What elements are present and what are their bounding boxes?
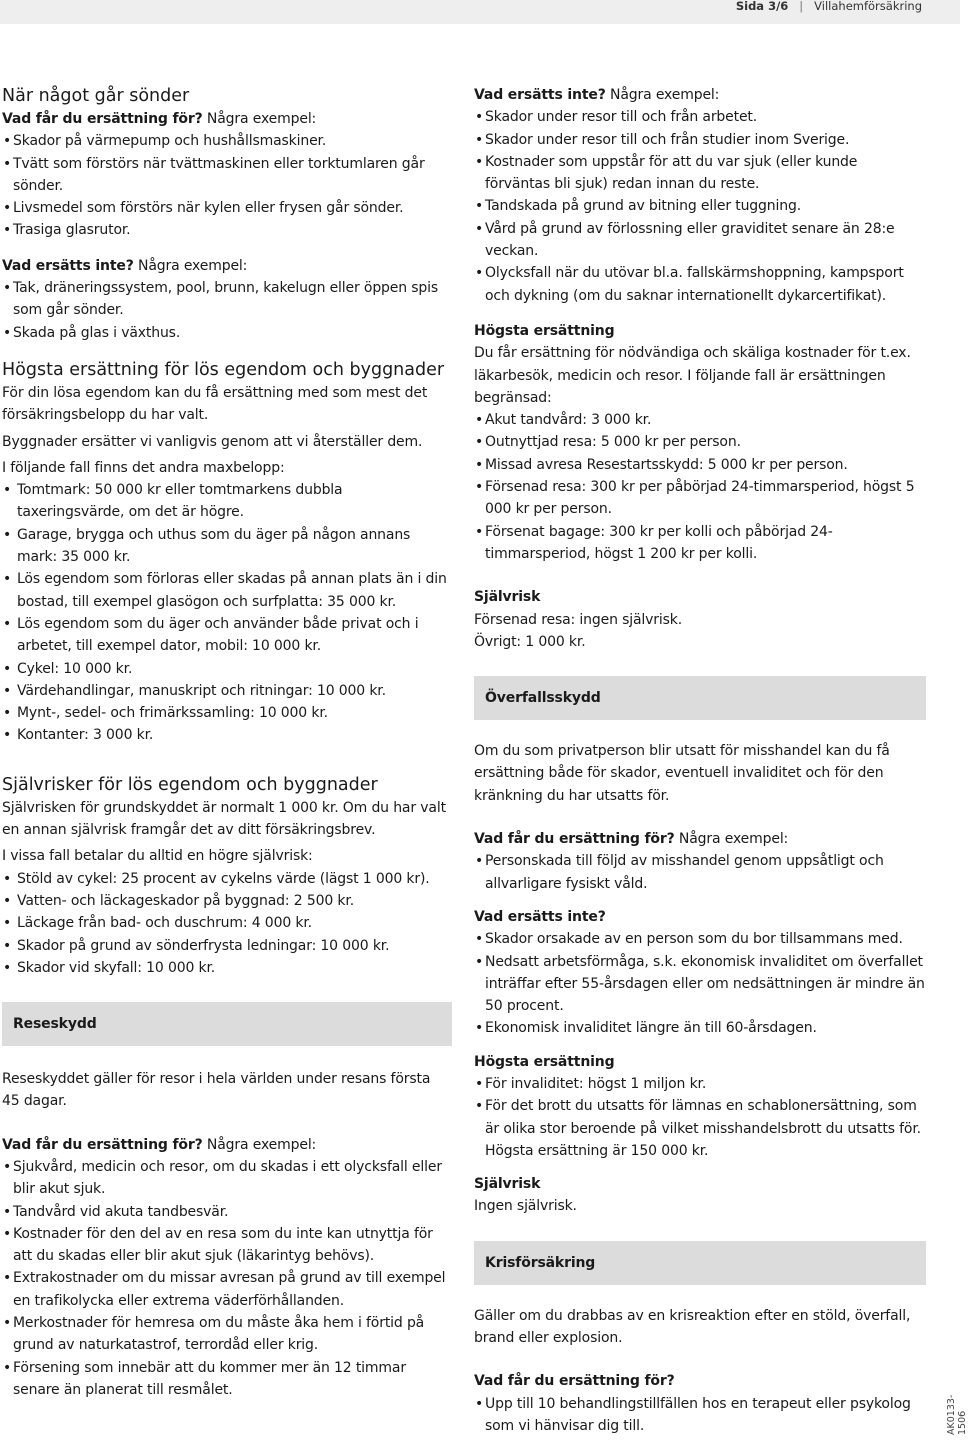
list-item: • Outnyttjad resa: 5 000 kr per person. — [474, 431, 926, 453]
list-item: • Personskada till följd av misshandel genom uppsåtligt och allvarligare fysiskt våld. — [474, 850, 926, 895]
assault-not-covered-heading: Vad ersätts inte? — [474, 908, 606, 925]
section-title-breakage: När något går sönder — [2, 86, 190, 106]
crisis-covered-list — [474, 1393, 926, 1438]
list-item: • För det brott du utsatts för lämnas en schablonersättning, som är olika stor beroende på vilket misshandelsbrott du utsatts för. Högsta ersättning är 150 000 kr. — [474, 1095, 926, 1162]
travel-covered-list — [2, 1156, 452, 1401]
breakage-not-covered-list — [2, 277, 452, 344]
travel-max-heading: Högsta ersättning — [474, 322, 615, 339]
section-box-crisis: Krisförsäkring — [474, 1241, 926, 1285]
list-item: • Skador orsakade av en person som du bor tillsammans med. — [474, 928, 926, 950]
assault-covered-heading: Vad får du ersättning för? Några exempel: — [474, 831, 789, 848]
travel-max-list — [474, 409, 926, 565]
list-item: • Lös egendom som förloras eller skadas på annan plats än i din bostad, till exempel glasögon och surfplatta: 35 000 kr. — [2, 568, 452, 613]
list-item: • Vatten- och läckageskador på byggnad: 2 500 kr. — [2, 890, 452, 912]
list-item: • Försenat bagage: 300 kr per kolli och påbörjad 24-timmarsperiod, högst 1 200 kr per kolli. — [474, 521, 926, 566]
list-item: • Stöld av cykel: 25 procent av cykelns värde (lägst 1 000 kr). — [2, 868, 452, 890]
list-item: • Tandvård vid akuta tandbesvär. — [2, 1201, 452, 1223]
list-item: • Vård på grund av förlossning eller graviditet senare än 28:e veckan. — [474, 218, 926, 263]
list-item: • Akut tandvård: 3 000 kr. — [474, 409, 926, 431]
left-column — [2, 84, 452, 1401]
list-item: • Skada på glas i växthus. — [2, 322, 452, 344]
list-item: • Skador på grund av sönderfrysta ledningar: 10 000 kr. — [2, 935, 452, 957]
travel-max-paragraph: Du får ersättning för nödvändiga och skäliga kostnader för t.ex. läkarbesök, medicin och resor. I följande fall är ersättningen begränsad: — [474, 345, 911, 406]
list-item: • Skador under resor till och från arbetet. — [474, 106, 926, 128]
crisis-intro: Gäller om du drabbas av en krisreaktion efter en stöld, överfall, brand eller explosion. — [474, 1307, 911, 1347]
assault-max-heading: Högsta ersättning — [474, 1053, 615, 1070]
list-item: • Lös egendom som du äger och använder både privat och i arbetet, till exempel dator, mobil: 10 000 kr. — [2, 613, 452, 658]
list-item: • Läckage från bad- och duschrum: 4 000 kr. — [2, 912, 452, 934]
list-item: • Kostnader för den del av en resa som du inte kan utnyttja för att du skadas eller blir akut sjuk (läkarintyg behövs). — [2, 1223, 452, 1268]
deductible-paragraph-1: Självrisken för grundskyddet är normalt 1 000 kr. Om du har valt en annan självrisk framgår det av ditt försäkringsbrev. — [2, 799, 446, 839]
max-paragraph-1: För din lösa egendom kan du få ersättning med som mest det försäkringsbelopp du har valt. — [2, 384, 428, 424]
list-item: • Extrakostnader om du missar avresan på grund av till exempel en trafikolycka eller extrema väderförhållanden. — [2, 1267, 452, 1312]
list-item: • Värdehandlingar, manuskript och ritningar: 10 000 kr. — [2, 680, 452, 702]
list-item: • Tak, dräneringssystem, pool, brunn, kakelugn eller öppen spis som går sönder. — [2, 277, 452, 322]
travel-deductible-heading: Självrisk — [474, 589, 541, 606]
header-text — [736, 0, 922, 13]
document-code: AK0133-1506 — [946, 1394, 968, 1435]
breakage-not-covered-heading: Vad ersätts inte? Några exempel: — [2, 257, 248, 274]
list-item: • Nedsatt arbetsförmåga, s.k. ekonomisk invaliditet om överfallet inträffar efter 55-årsdagen eller om nedsättningen är mindre än 50 procent. — [474, 951, 926, 1018]
travel-intro: Reseskyddet gäller för resor i hela världen under resans första 45 dagar. — [2, 1071, 431, 1110]
list-item: • Tomtmark: 50 000 kr eller tomtmarkens dubbla taxeringsvärde, om det är högre. — [2, 479, 452, 524]
document-title: Villahemförsäkring — [814, 0, 922, 13]
list-item: • Garage, brygga och uthus som du äger på någon annans mark: 35 000 kr. — [2, 524, 452, 569]
list-item: • Försening som innebär att du kommer mer än 12 timmar senare än planerat till resmålet. — [2, 1357, 452, 1402]
assault-max-list — [474, 1073, 926, 1162]
list-item: • Olycksfall när du utövar bl.a. fallskärmshoppning, kampsport och dykning (om du saknar internationellt dykarcertifikat). — [474, 262, 926, 307]
assault-intro: Om du som privatperson blir utsatt för misshandel kan du få ersättning både för skador, eventuell invaliditet och för den kränkning du har utsatts för. — [474, 743, 890, 804]
list-item: • Upp till 10 behandlingstillfällen hos en terapeut eller psykolog som vi hänvisar dig till. — [474, 1393, 926, 1438]
deductible-paragraph-2: I vissa fall betalar du alltid en högre självrisk: — [2, 848, 313, 865]
list-item: • Merkostnader för hemresa om du måste åka hem i förtid på grund av naturkatastrof, terrordåd eller krig. — [2, 1312, 452, 1357]
travel-not-covered-heading: Vad ersätts inte? Några exempel: — [474, 87, 720, 103]
list-item: • Kostnader som uppstår för att du var sjuk (eller kunde förväntas bli sjuk) redan innan du reste. — [474, 151, 926, 196]
travel-not-covered-list — [474, 106, 926, 307]
list-item: • Tvätt som förstörs när tvättmaskinen eller torktumlaren går sönder. — [2, 153, 452, 198]
list-item: • Skador under resor till och från studier inom Sverige. — [474, 129, 926, 151]
right-column — [474, 84, 926, 1437]
list-item: • Cykel: 10 000 kr. — [2, 658, 452, 680]
max-paragraph-3: I följande fall finns det andra maxbelopp: — [2, 459, 285, 476]
section-title-deductibles: Självrisker för lös egendom och byggnader — [2, 774, 378, 795]
assault-deductible-heading: Självrisk — [474, 1176, 541, 1193]
assault-covered-list — [474, 850, 926, 895]
section-box-travel: Reseskydd — [2, 1002, 452, 1046]
list-item: • Missad avresa Resestartsskydd: 5 000 kr per person. — [474, 454, 926, 476]
section-box-assault: Överfallsskydd — [474, 676, 926, 720]
header-separator: | — [799, 0, 804, 13]
page-header — [0, 0, 960, 24]
assault-deductible-text: Ingen självrisk. — [474, 1198, 577, 1215]
list-item: • Skador på värmepump och hushållsmaskiner. — [2, 130, 452, 152]
list-item: • Ekonomisk invaliditet längre än till 60-årsdagen. — [474, 1017, 926, 1039]
list-item: • Livsmedel som förstörs när kylen eller frysen går sönder. — [2, 197, 452, 219]
list-item: • Trasiga glasrutor. — [2, 219, 452, 241]
crisis-covered-heading: Vad får du ersättning för? — [474, 1373, 675, 1390]
list-item: • Sjukvård, medicin och resor, om du skadas i ett olycksfall eller blir akut sjuk. — [2, 1156, 452, 1201]
deductible-list — [2, 868, 452, 979]
list-item: • För invaliditet: högst 1 miljon kr. — [474, 1073, 926, 1095]
section-title-max-compensation: Högsta ersättning för lös egendom och byggnader — [2, 359, 445, 380]
travel-deductible-line-2: Övrigt: 1 000 kr. — [474, 633, 586, 650]
breakage-covered-heading: Vad får du ersättning för? Några exempel: — [2, 111, 317, 127]
list-item: • Skador vid skyfall: 10 000 kr. — [2, 957, 452, 979]
travel-deductible-line-1: Försenad resa: ingen självrisk. — [474, 611, 683, 628]
list-item: • Kontanter: 3 000 kr. — [2, 724, 452, 746]
page-number: Sida 3/6 — [735, 0, 789, 13]
max-amount-list — [2, 479, 452, 747]
list-item: • Tandskada på grund av bitning eller tuggning. — [474, 195, 926, 217]
breakage-covered-list — [2, 130, 452, 241]
max-paragraph-2: Byggnader ersätter vi vanligvis genom att vi återställer dem. — [2, 433, 423, 450]
travel-covered-heading: Vad får du ersättning för? Några exempel: — [2, 1136, 317, 1153]
assault-not-covered-list — [474, 928, 926, 1039]
list-item: • Mynt-, sedel- och frimärkssamling: 10 000 kr. — [2, 702, 452, 724]
list-item: • Försenad resa: 300 kr per påbörjad 24-timmarsperiod, högst 5 000 kr per person. — [474, 476, 926, 521]
